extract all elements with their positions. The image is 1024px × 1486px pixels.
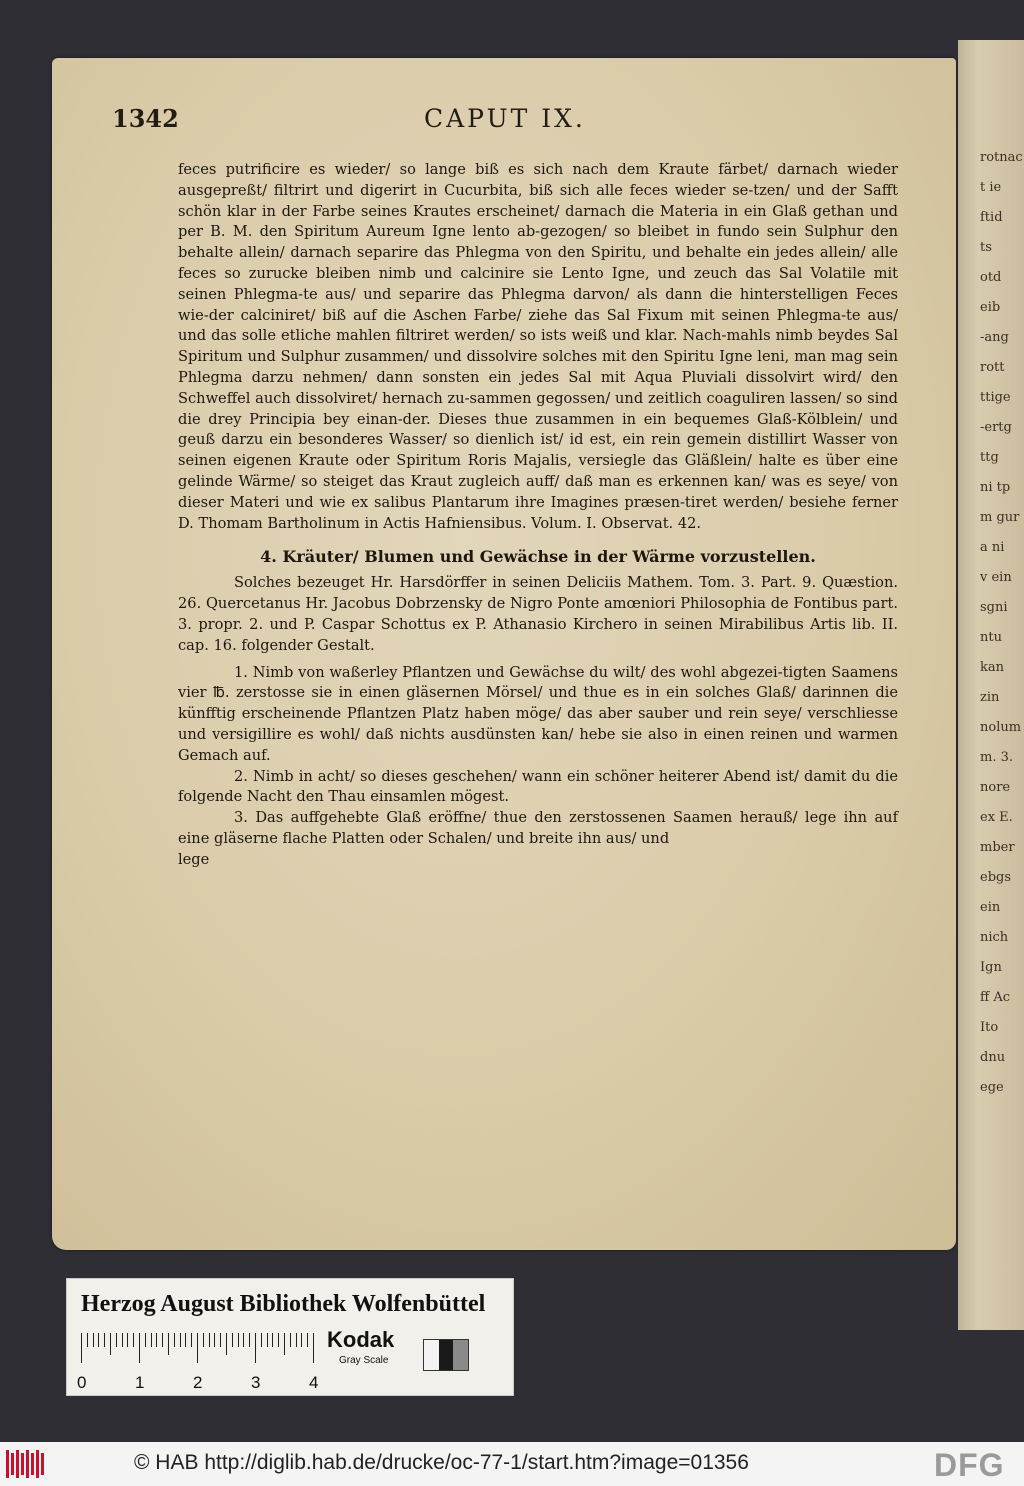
logo-bar bbox=[6, 1450, 9, 1478]
ruler-tick bbox=[203, 1333, 204, 1347]
neighbor-text-fragment: ttige bbox=[980, 390, 1011, 404]
book-page bbox=[52, 58, 956, 1250]
neighbor-text-fragment: kan bbox=[980, 660, 1005, 674]
ruler-tick bbox=[87, 1333, 88, 1347]
page-header bbox=[112, 104, 712, 134]
neighbor-text-fragment: otd bbox=[980, 270, 1002, 284]
footer-bar bbox=[0, 1442, 1024, 1486]
ruler-number: 2 bbox=[193, 1373, 203, 1392]
ruler-tick bbox=[261, 1333, 262, 1347]
ruler bbox=[77, 1333, 319, 1392]
logo-bar bbox=[11, 1453, 14, 1475]
ruler-tick bbox=[185, 1333, 186, 1347]
ruler-tick bbox=[139, 1333, 140, 1363]
neighbor-text-fragment: ftid bbox=[980, 210, 1003, 224]
ruler-tick bbox=[93, 1333, 94, 1347]
gray-scale-label: Gray Scale bbox=[339, 1355, 389, 1366]
page-number: 1342 bbox=[112, 104, 179, 133]
neighbor-text-fragment: m gur bbox=[980, 510, 1020, 524]
neighbor-text-fragment: v ein bbox=[980, 570, 1012, 584]
neighbor-text-fragment: dnu bbox=[980, 1050, 1006, 1064]
neighbor-page-strip bbox=[958, 40, 1024, 1330]
logo-bar bbox=[21, 1453, 24, 1475]
ruler-tick bbox=[278, 1333, 279, 1347]
ruler-tick bbox=[301, 1333, 302, 1347]
institution-label: Herzog August Bibliothek Wolfenbüttel bbox=[81, 1291, 486, 1317]
section-paragraph: 2. Nimb in acht/ so dieses geschehen/ wann ein schöner heiterer Abend ist/ damit du die folgende Nacht den Thau einsamlen mögest. bbox=[178, 767, 898, 806]
gray-swatch bbox=[453, 1340, 468, 1370]
neighbor-text-fragment: nich bbox=[980, 930, 1009, 944]
ruler-number: 0 bbox=[77, 1373, 87, 1392]
ruler-tick bbox=[238, 1333, 239, 1347]
ruler-tick bbox=[255, 1333, 256, 1363]
neighbor-text-fragment: eib bbox=[980, 300, 1001, 314]
neighbor-text-fragment: ntu bbox=[980, 630, 1002, 644]
ruler-tick bbox=[122, 1333, 123, 1347]
section-paragraph: Solches bezeuget Hr. Harsdörffer in seinen Deliciis Mathem. Tom. 3. Part. 9. Quæstion. 26. Quercetanus Hr. Jacobus Dobrzensky de Nigro Ponte amœniori Philosophia de Fontibus part. 3. propr. 2. und P. Caspar Schottus ex P. Athanasio Kirchero in seinen Mirabilibus Artis lib. II. cap. 16. folgender Gestalt. bbox=[178, 574, 898, 654]
catchword: lege bbox=[178, 850, 210, 868]
ruler-tick bbox=[104, 1333, 105, 1347]
neighbor-text-fragment: ex E. bbox=[980, 810, 1013, 824]
neighbor-text-fragment: ebgs bbox=[980, 870, 1012, 884]
main-text bbox=[178, 160, 898, 871]
ruler-tick bbox=[249, 1333, 250, 1347]
section-paragraph: 1. Nimb von waßerley Pflantzen und Gewächse du wilt/ des wohl abgezei-tigten Saamens vier ℔. zerstosse sie in einen gläsernen Mörsel/ und thue es in ein solches Glaß/ darinnen die künfftig erscheinende Pflantzen Platz haben möge/ das aber sauber und rein seye/ verschliesse und versigillire es wohl/ daß nichts ausdünsten kan/ hebe sie also in einen reinen und warmen Gemach auf. bbox=[178, 663, 898, 764]
neighbor-text-fragment: Ito bbox=[980, 1020, 999, 1034]
neighbor-text-fragment: zin bbox=[980, 690, 1000, 704]
body-paragraph: feces putrificire es wieder/ so lange biß es sich nach dem Kraute färbet/ darnach wieder ausgepreßt/ filtrirt und digerirt in Cucurbita, biß sich alle feces wieder se-tzen/ und der Safft schön klar in der Farbe seines Krautes erscheinet/ darnach die Materia in ein Glaß gethan und per B. M. den Spiritum Aureum Igne lento ab-gezogen/ so bleibet in fundo sein Sulphur den behalte allein/ darnach separire das Phlegma von den Spiritu, und behalte ein jedes allein/ alle feces so zurucke bleiben nimb und calcinire sie Lento Igne, und zeuch das Sal Volatile mit seinen Phlegma-te aus/ und separire das Phlegma darvon/ als dann die hinterstelligen Feces wie-der calciniret/ biß auf die Aschen Farbe/ ziehe das Sal Fixum mit seinen Phlegma-te aus/ und das solle etliche mahlen filtriret werden/ so ists weiß und klar. Nach-mahls nimb beydes Sal Spiritum und Sulphur zusammen/ und dissolvire solches mit den Spiritu Igne leni, man mag sein Phlegma darzu nehmen/ dann sonsten ein jedes Sal mit Aqua Pluviali dissolvirt wird/ den Schweffel auch dissolviret/ hernach zu-sammen gegossen/ und zeitlich coaguliren lassen/ so sind die drey Principia bey einan-der. Dieses thue zusammen in ein bequemes Glaß-Kölblein/ und geuß darzu ein besonderes Wasser/ so dienlich ist/ id est, ein rein gemein distillirt Wasser von seinen eigenen Kraute oder Spiritum Roris Majalis, versiegle das Gläßlein/ halte es über eine gelinde Wärme/ so steiget das Kraut zugleich auff/ daß man es erkennen kan/ was es seye/ von dieser Materi und wie ex salibus Plantarum ihre Imagines præsen-tiret werden/ besiehe ferner D. Thomam Bartholinum in Actis Hafniensibus. Volum. I. Observat. 42. bbox=[178, 161, 898, 532]
ruler-tick bbox=[133, 1333, 134, 1347]
ruler-tick bbox=[272, 1333, 273, 1347]
ruler-tick bbox=[180, 1333, 181, 1347]
ruler-tick bbox=[81, 1333, 82, 1363]
neighbor-text-fragment: ni tp bbox=[980, 480, 1011, 494]
neighbor-text-fragment: sgni bbox=[980, 600, 1008, 614]
neighbor-text-fragment: -ertg bbox=[980, 420, 1012, 434]
neighbor-text-fragment: -ang bbox=[980, 330, 1009, 344]
ruler-tick bbox=[98, 1333, 99, 1347]
ruler-tick bbox=[127, 1333, 128, 1347]
neighbor-text-fragment: m. 3. bbox=[980, 750, 1013, 764]
ruler-number: 3 bbox=[251, 1373, 261, 1392]
ruler-tick bbox=[156, 1333, 157, 1347]
ruler-tick bbox=[214, 1333, 215, 1347]
ruler-tick bbox=[145, 1333, 146, 1347]
logo-bar bbox=[31, 1453, 34, 1475]
neighbor-text-fragment: nore bbox=[980, 780, 1011, 794]
running-head: CAPUT IX. bbox=[424, 104, 586, 133]
ruler-tick bbox=[191, 1333, 192, 1347]
ruler-number: 4 bbox=[309, 1373, 319, 1392]
ruler-tick bbox=[313, 1333, 314, 1363]
ruler-tick bbox=[162, 1333, 163, 1347]
section-paragraph: 3. Das auffgehebte Glaß eröffne/ thue den zerstossenen Saamen herauß/ lege ihn auf eine gläserne flache Platten oder Schalen/ und breite ihn aus/ und bbox=[178, 809, 898, 847]
gray-swatch bbox=[424, 1340, 439, 1370]
ruler-tick bbox=[226, 1333, 227, 1355]
ruler-tick bbox=[197, 1333, 198, 1363]
neighbor-text-fragment: ts bbox=[980, 240, 992, 254]
kodak-logo: Kodak bbox=[327, 1327, 395, 1352]
ruler-tick bbox=[168, 1333, 169, 1355]
section-heading: 4. Kräuter/ Blumen und Gewächse in der Wärme vorzustellen. bbox=[260, 547, 816, 567]
hab-logo-icon bbox=[6, 1450, 46, 1478]
ruler-tick bbox=[296, 1333, 297, 1347]
neighbor-text-fragment: ttg bbox=[980, 450, 999, 464]
source-url[interactable]: © HAB http://diglib.hab.de/drucke/oc-77-1/start.htm?image=01356 bbox=[134, 1451, 749, 1474]
ruler-tick bbox=[116, 1333, 117, 1347]
logo-bar bbox=[16, 1450, 19, 1478]
gray-swatches bbox=[423, 1339, 469, 1371]
ruler-tick bbox=[267, 1333, 268, 1347]
neighbor-text-fragment: nolum bbox=[980, 720, 1022, 734]
ruler-tick bbox=[151, 1333, 152, 1347]
color-calibration-target bbox=[66, 1278, 514, 1396]
ruler-tick bbox=[232, 1333, 233, 1347]
neighbor-text-fragment: ff Ac bbox=[980, 990, 1011, 1004]
neighbor-text-fragment: rott bbox=[980, 360, 1005, 374]
ruler-tick bbox=[243, 1333, 244, 1347]
ruler-tick bbox=[284, 1333, 285, 1355]
dfg-logo: DFG bbox=[934, 1447, 1005, 1483]
neighbor-text-fragment: Ign bbox=[980, 960, 1002, 974]
ruler-tick bbox=[220, 1333, 221, 1347]
neighbor-text-fragment: ein bbox=[980, 900, 1001, 914]
neighbor-text-fragment: t ie bbox=[980, 180, 1002, 194]
ruler-tick bbox=[209, 1333, 210, 1347]
ruler-tick bbox=[307, 1333, 308, 1347]
neighbor-text-fragment: a ni bbox=[980, 540, 1005, 554]
ruler-tick bbox=[174, 1333, 175, 1347]
ruler-tick bbox=[290, 1333, 291, 1347]
neighbor-text-fragment: rotnac bbox=[980, 150, 1023, 164]
logo-bar bbox=[36, 1450, 39, 1478]
neighbor-text-fragment: mber bbox=[980, 840, 1015, 854]
neighbor-text-fragment: ege bbox=[980, 1080, 1004, 1094]
logo-bar bbox=[26, 1450, 29, 1478]
ruler-number: 1 bbox=[135, 1373, 145, 1392]
logo-bar bbox=[41, 1453, 44, 1475]
ruler-tick bbox=[110, 1333, 111, 1355]
gray-swatch bbox=[439, 1340, 454, 1370]
